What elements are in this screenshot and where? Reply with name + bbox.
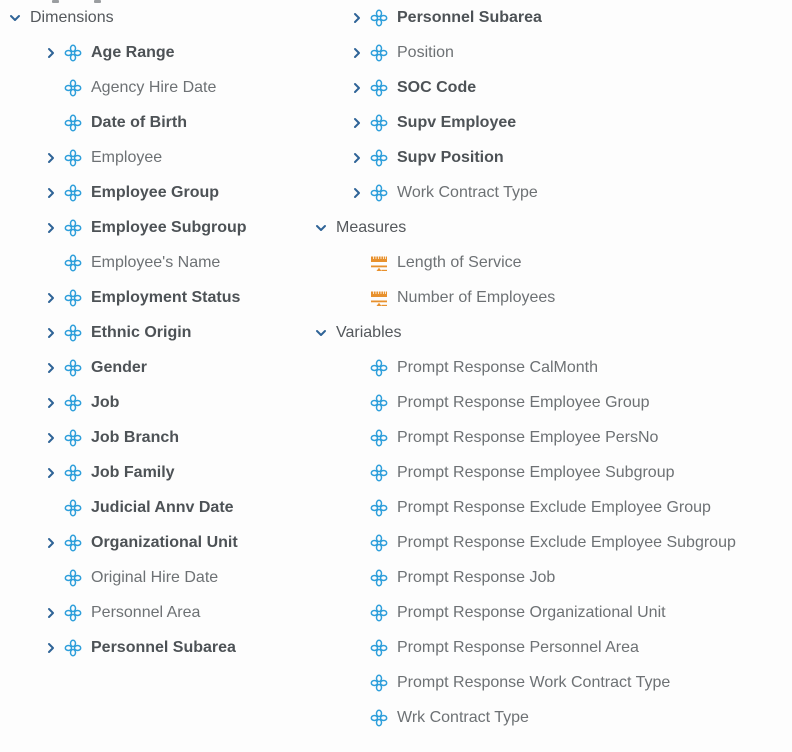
tree-row-label: Personnel Subarea [397,8,542,26]
chevron-right-icon[interactable] [350,46,364,60]
dimension-flower-icon [370,429,388,447]
chevron-down-icon[interactable] [314,221,328,235]
tree-item-employee[interactable] [8,140,308,175]
dimension-flower-icon [370,499,388,517]
tree-section-measures[interactable] [314,210,792,245]
dimension-flower-icon [64,359,82,377]
tree-row-label: Number of Employees [397,288,556,306]
tree-row-label: Prompt Response Employee PersNo [397,428,659,446]
dimension-flower-icon [64,254,82,272]
tree-row-label: Wrk Contract Type [397,708,529,726]
chevron-right-icon[interactable] [350,116,364,130]
tree-item-job-branch[interactable] [8,420,308,455]
dimension-flower-icon [64,464,82,482]
tree-row-label: Supv Position [397,148,504,166]
tree-item-ethnic-origin[interactable] [8,315,308,350]
chevron-down-icon[interactable] [314,326,328,340]
tree-row-label: Prompt Response Organizational Unit [397,603,666,621]
dimension-flower-icon [64,219,82,237]
chevron-right-icon[interactable] [44,186,58,200]
dimension-flower-icon [370,604,388,622]
tree-section-variables[interactable] [314,315,792,350]
tree-row-label: Judicial Annv Date [91,498,234,516]
tree-item-gender[interactable] [8,350,308,385]
tree-row-label: Work Contract Type [397,183,538,201]
chevron-right-icon[interactable] [350,186,364,200]
tree-item-prompt-response-job[interactable] [314,560,792,595]
dimension-flower-icon [64,534,82,552]
dimension-flower-icon [64,639,82,657]
dimension-flower-icon [370,639,388,657]
dimension-flower-icon [64,499,82,517]
chevron-right-icon[interactable] [44,641,58,655]
tree-item-personnel-area[interactable] [8,595,308,630]
dimension-flower-icon [370,44,388,62]
measure-ruler-icon [370,289,388,307]
tree-row-label: Personnel Area [91,603,201,621]
measure-ruler-icon [370,254,388,272]
tree-row-label: Prompt Response Employee Subgroup [397,463,675,481]
chevron-right-icon[interactable] [44,291,58,305]
tree-row-label: Prompt Response Personnel Area [397,638,639,656]
dimension-flower-icon [370,359,388,377]
chevron-right-icon[interactable] [44,396,58,410]
tree-item-employment-status[interactable] [8,280,308,315]
dimension-flower-icon [64,324,82,342]
dimension-flower-icon [370,114,388,132]
dimension-flower-icon [64,429,82,447]
tree-item-original-hire-date[interactable] [8,560,308,595]
tree-row-label: Supv Employee [397,113,517,131]
tree-item-employee-subgroup[interactable] [8,210,308,245]
tree-item-wrk-contract-type[interactable] [314,700,792,735]
tree-row-label: Length of Service [397,253,522,271]
tree-row-label: Personnel Subarea [91,638,236,656]
dimension-flower-icon [64,289,82,307]
tree-row-label: Prompt Response Work Contract Type [397,673,671,691]
tree-row-label: Job Family [91,463,175,481]
tree-row-label: Job [91,393,120,411]
chevron-right-icon[interactable] [350,151,364,165]
tree-row-label: Date of Birth [91,113,187,131]
dimension-flower-icon [370,674,388,692]
dimension-flower-icon [370,9,388,27]
tree-item-personnel-subarea[interactable] [8,630,308,665]
tree-row-label: Prompt Response Employee Group [397,393,650,411]
dimension-flower-icon [370,709,388,727]
tree-row-label: Job Branch [91,428,180,446]
dimension-flower-icon [64,79,82,97]
chevron-right-icon[interactable] [44,221,58,235]
tree-item-number-of-employees[interactable] [314,280,792,315]
dimension-flower-icon [370,569,388,587]
dimension-flower-icon [64,604,82,622]
tree-item-agency-hire-date[interactable] [8,70,308,105]
tree-row-label: Age Range [91,43,175,61]
dimension-flower-icon [64,44,82,62]
tree-row-label: SOC Code [397,78,477,96]
chevron-right-icon[interactable] [44,466,58,480]
tree-item-employee-s-name[interactable] [8,245,308,280]
tree-item-job[interactable] [8,385,308,420]
tree-item-age-range[interactable] [8,35,308,70]
tree-row-label: Agency Hire Date [91,78,217,96]
tree-item-prompt-response-exclude-employee-subgroup[interactable] [314,525,792,560]
tree-section-dimensions[interactable] [8,0,308,35]
tree-item-supv-position[interactable] [314,140,792,175]
tree-item-personnel-subarea[interactable] [314,0,792,35]
tree-row-label: Employment Status [91,288,241,306]
tree-row-label: Prompt Response Exclude Employee Subgroup [397,533,736,551]
tree-row-label: Employee [91,148,163,166]
dimension-flower-icon [64,569,82,587]
tree-item-prompt-response-calmonth[interactable] [314,350,792,385]
tree-row-label: Ethnic Origin [91,323,192,341]
chevron-right-icon[interactable] [350,81,364,95]
chevron-right-icon[interactable] [44,536,58,550]
tree-item-organizational-unit[interactable] [8,525,308,560]
tree-item-prompt-response-work-contract-type[interactable] [314,665,792,700]
dimension-flower-icon [64,149,82,167]
dimension-flower-icon [64,114,82,132]
tree-row-label: Employee's Name [91,253,221,271]
dimension-flower-icon [370,394,388,412]
chevron-right-icon[interactable] [350,11,364,25]
tree-item-prompt-response-employee-group[interactable] [314,385,792,420]
tree-item-prompt-response-employee-persno[interactable] [314,420,792,455]
tree-row-label: Organizational Unit [91,533,238,551]
tree-row-label: Original Hire Date [91,568,219,586]
tree-row-label: Employee Group [91,183,220,201]
dimension-flower-icon [64,394,82,412]
chevron-right-icon[interactable] [44,326,58,340]
tree-row-label: Prompt Response Exclude Employee Group [397,498,711,516]
dimension-flower-icon [64,184,82,202]
chevron-right-icon[interactable] [44,151,58,165]
dimension-flower-icon [370,464,388,482]
dimension-flower-icon [370,149,388,167]
tree-item-position[interactable] [314,35,792,70]
tree-item-prompt-response-employee-subgroup[interactable] [314,455,792,490]
chevron-down-icon[interactable] [8,11,22,25]
tree-item-work-contract-type[interactable] [314,175,792,210]
dimension-flower-icon [370,79,388,97]
tree-item-prompt-response-organizational-unit[interactable] [314,595,792,630]
dimension-flower-icon [370,184,388,202]
chevron-right-icon[interactable] [44,431,58,445]
tree-column-left [8,0,308,665]
dimension-flower-icon [370,534,388,552]
chevron-right-icon[interactable] [44,46,58,60]
tree-item-length-of-service[interactable] [314,245,792,280]
tree-item-employee-group[interactable] [8,175,308,210]
tree-item-supv-employee[interactable] [314,105,792,140]
tree-row-label: Prompt Response Job [397,568,556,586]
tree-column-right [314,0,792,735]
chevron-right-icon[interactable] [44,361,58,375]
tree-item-job-family[interactable] [8,455,308,490]
tree-row-label: Variables [336,323,402,341]
tree-row-label: Prompt Response CalMonth [397,358,598,376]
tree-row-label: Position [397,43,454,61]
tree-item-prompt-response-personnel-area[interactable] [314,630,792,665]
tree-item-date-of-birth[interactable] [8,105,308,140]
chevron-right-icon[interactable] [44,606,58,620]
tree-row-label: Gender [91,358,148,376]
tree-row-label: Employee Subgroup [91,218,247,236]
tree-row-label: Measures [336,218,407,236]
tree-item-prompt-response-exclude-employee-group[interactable] [314,490,792,525]
tree-item-soc-code[interactable] [314,70,792,105]
tree-row-label: Dimensions [30,8,114,26]
tree-item-judicial-annv-date[interactable] [8,490,308,525]
